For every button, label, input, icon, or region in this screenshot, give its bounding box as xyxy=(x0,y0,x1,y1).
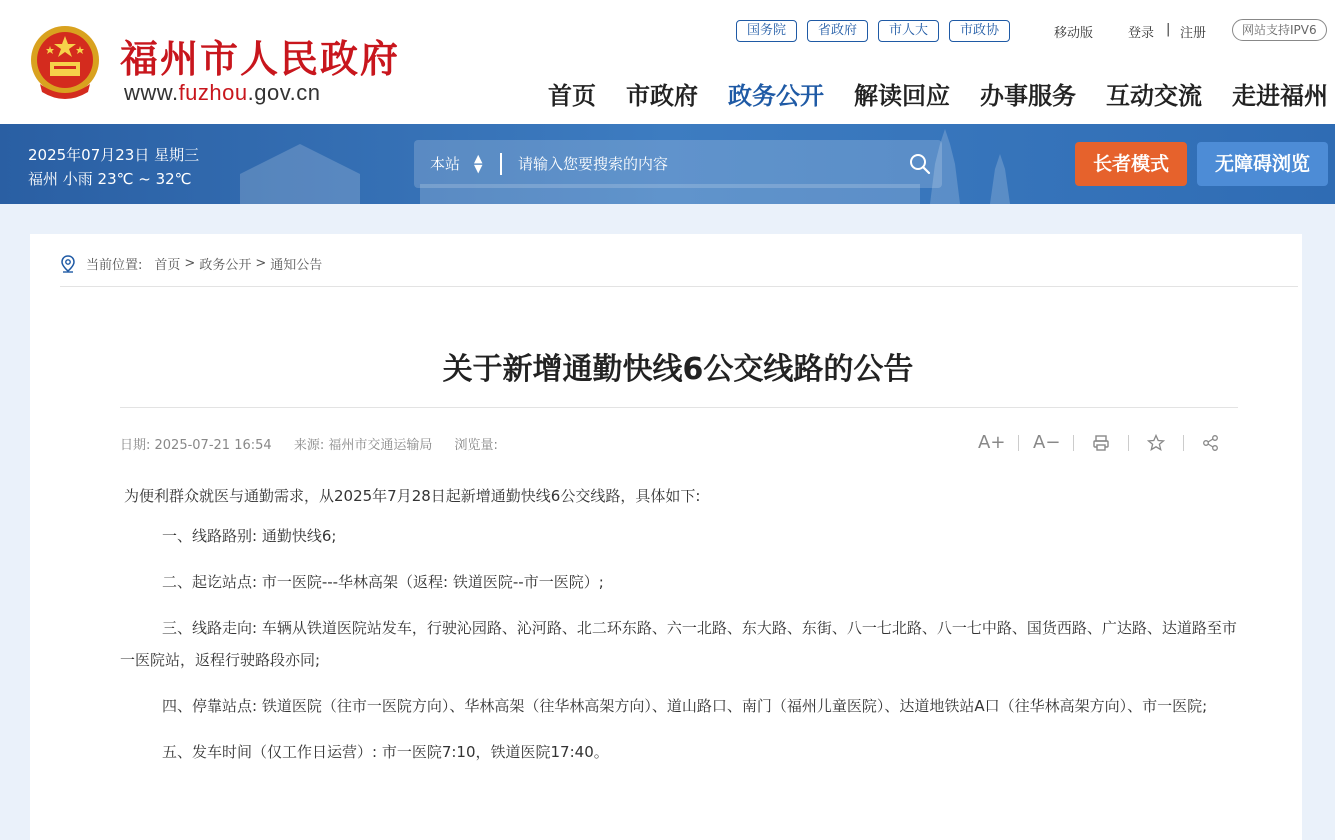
search-icon[interactable] xyxy=(908,152,932,176)
nav-city-government[interactable]: 市政府 xyxy=(626,82,698,110)
current-date: 2025年07月23日 星期三 xyxy=(28,146,200,164)
login-link[interactable]: 登录 xyxy=(1128,26,1155,41)
print-icon[interactable] xyxy=(1088,432,1114,453)
link-provincial-government[interactable]: 省政府 xyxy=(807,20,868,42)
nav-interaction[interactable]: 互动交流 xyxy=(1106,82,1202,110)
breadcrumb-separator: > xyxy=(184,256,196,271)
font-increase-button[interactable]: A+ xyxy=(978,432,1006,453)
article-paragraph-route-name: 一、线路路别: 通勤快线6; xyxy=(162,527,337,545)
article-paragraph-schedule: 五、发车时间（仅工作日运营）: 市一医院7:10，铁道医院17:40。 xyxy=(162,743,609,761)
breadcrumb-prefix: 当前位置: xyxy=(86,258,143,273)
location-pin-icon xyxy=(60,255,76,273)
tool-separator xyxy=(1183,435,1184,451)
breadcrumb-home[interactable]: 首页 xyxy=(154,258,181,273)
updown-arrow-icon[interactable]: ▲ ▼ xyxy=(474,152,483,175)
nav-interpretation[interactable]: 解读回应 xyxy=(854,82,950,110)
site-name[interactable]: 福州市人民政府 xyxy=(120,36,401,81)
share-icon[interactable] xyxy=(1198,432,1224,453)
date-weather xyxy=(28,143,199,191)
font-decrease-button[interactable]: A− xyxy=(1033,432,1061,453)
search-divider xyxy=(500,153,502,175)
article-paragraph-intro: 为便利群众就医与通勤需求，从2025年7月28日起新增通勤快线6公交线路，具体如下: xyxy=(124,487,701,505)
article-meta xyxy=(120,434,516,453)
mobile-version-link[interactable]: 移动版 xyxy=(1054,26,1094,41)
publish-date: 日期: 2025-07-21 16:54 xyxy=(120,438,272,453)
search-input[interactable]: 请输入您要搜索的内容 xyxy=(518,155,669,173)
breadcrumb xyxy=(60,254,326,273)
link-cppcc[interactable]: 市政协 xyxy=(949,20,1010,42)
nav-government-affairs[interactable]: 政务公开 xyxy=(728,82,824,110)
government-links xyxy=(736,20,1010,42)
accessible-browse-button[interactable]: 无障碍浏览 xyxy=(1197,142,1328,186)
title-divider xyxy=(120,407,1238,408)
site-url[interactable] xyxy=(124,80,320,106)
tool-separator xyxy=(1073,435,1074,451)
national-emblem-icon[interactable] xyxy=(28,22,102,102)
site-header xyxy=(0,0,1335,124)
article-card xyxy=(30,234,1302,840)
view-count: 浏览量: xyxy=(454,438,498,453)
url-suffix: .gov.cn xyxy=(247,80,321,105)
breadcrumb-notices[interactable]: 通知公告 xyxy=(270,258,323,273)
tool-separator xyxy=(1018,435,1019,451)
search-box[interactable] xyxy=(414,140,942,188)
tool-separator xyxy=(1128,435,1129,451)
breadcrumb-separator: > xyxy=(255,256,267,271)
article-body xyxy=(120,480,1238,782)
article-paragraph-stops: 四、停靠站点: 铁道医院（往市一医院方向）、华林高架（往华林高架方向）、道山路口、南门（福州儿童医院）、达道地铁站A口（往华林高架方向）、市一医院; xyxy=(162,697,1208,715)
login-separator: | xyxy=(1166,22,1171,37)
link-state-council[interactable]: 国务院 xyxy=(736,20,797,42)
breadcrumb-divider xyxy=(60,286,1298,287)
url-highlight: fuzhou xyxy=(178,80,248,105)
article-paragraph-terminals: 二、起讫站点: 市一医院---华林高架（返程: 铁道医院--市一医院）; xyxy=(162,573,604,591)
breadcrumb-affairs[interactable]: 政务公开 xyxy=(199,258,252,273)
article-tools xyxy=(978,432,1224,453)
article-title: 关于新增通勤快线6公交线路的公告 xyxy=(442,352,914,387)
nav-services[interactable]: 办事服务 xyxy=(980,82,1076,110)
article-paragraph-route: 三、线路走向: 车辆从铁道医院站发车，行驶沁园路、沁河路、北二环东路、六一北路、东大路、东街、八一七北路、八一七中路、国货西路、广达路、达道路至市一医院站，返程行驶路段亦同; xyxy=(120,619,1237,669)
current-weather: 福州 小雨 23℃ ~ 32℃ xyxy=(28,170,192,188)
register-link[interactable]: 注册 xyxy=(1180,26,1207,41)
ipv6-badge: 网站支持IPV6 xyxy=(1232,19,1327,41)
elder-mode-button[interactable]: 长者模式 xyxy=(1075,142,1187,186)
link-peoples-congress[interactable]: 市人大 xyxy=(878,20,939,42)
article-source: 来源: 福州市交通运输局 xyxy=(293,438,433,453)
favorite-star-icon[interactable] xyxy=(1143,432,1169,453)
url-prefix: www. xyxy=(124,80,179,105)
search-band xyxy=(0,124,1335,204)
nav-home[interactable]: 首页 xyxy=(548,82,596,110)
search-scope-select[interactable]: 本站 xyxy=(430,155,461,173)
nav-about-fuzhou[interactable]: 走进福州 xyxy=(1232,82,1328,110)
main-nav xyxy=(548,76,1328,111)
